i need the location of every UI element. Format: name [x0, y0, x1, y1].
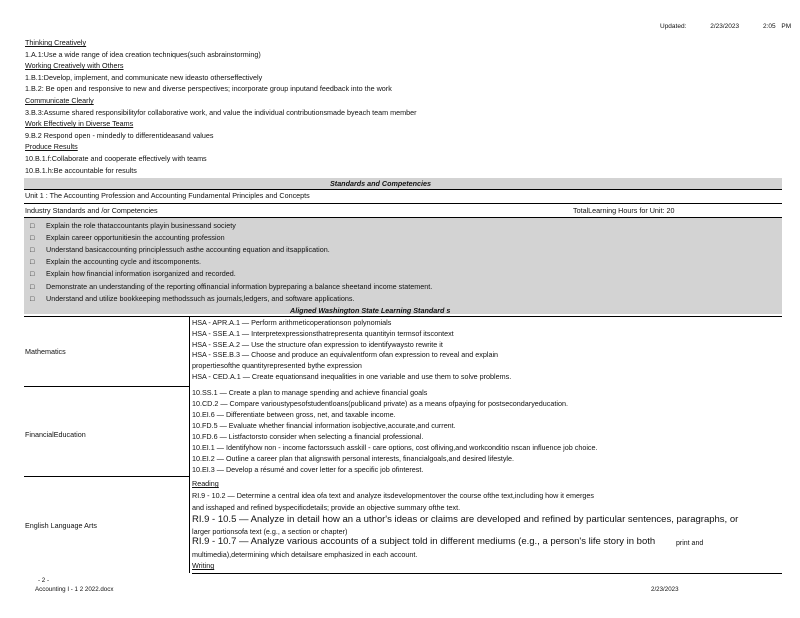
- subject-mathematics: Mathematics: [25, 347, 66, 356]
- competency-text: Understand and utilize bookkeeping methodssuch as journals,ledgers, and software applications.: [46, 293, 355, 303]
- skill-item: 1.B.2: Be open and responsive to new and diverse perspectives; incorporate group inputand feedback into the work: [25, 84, 392, 94]
- ela-standard: RI.9 - 10.2 — Determine a central idea ofa text and analyze itsdevelopmentover the course ofthe text,including how it emerges: [192, 491, 594, 500]
- updated-stamp: [660, 24, 800, 31]
- ela-section-heading: Writing: [192, 561, 215, 570]
- standards-heading: Standards and Competencies: [330, 179, 432, 188]
- unit-title: Unit 1 : The Accounting Profession and Accounting Fundamental Principles and Concepts: [25, 191, 310, 200]
- updated-date: 2/23/2023: [710, 23, 740, 30]
- skill-item: 10.B.1.h:Be accountable for results: [25, 165, 137, 175]
- divider: [24, 386, 189, 387]
- skill-item: 10.B.1.f:Collaborate and cooperate effectively with teams: [25, 154, 207, 163]
- subject-financial-education: FinancialEducation: [25, 430, 86, 439]
- divider: [192, 573, 782, 574]
- financial-standard: 10.FD.5 — Evaluate whether financial information isobjective,accurate,and current.: [192, 421, 456, 430]
- financial-standard: 10.CD.2 — Compare varioustypesofstudentloans(publicand private) as a means ofpaying for postsecondaryeducation.: [192, 399, 568, 408]
- aligned-standards-heading: Aligned Washington State Learning Standard s: [290, 306, 451, 315]
- print-and-overlay: print and: [676, 540, 704, 547]
- competency-item: [30, 270, 236, 278]
- ela-standard: RI.9 - 10.7 — Analyze various accounts of a subject told in different mediums (e.g., a person's life story in both: [192, 536, 656, 547]
- competency-text: Explain the accounting cycle and itscomponents.: [46, 257, 202, 267]
- math-standard: HSA - SSE.A.2 — Use the structure ofan expression to identifywaysto rewrite it: [192, 339, 443, 349]
- updated-label: Updated:: [660, 23, 687, 30]
- math-standard: HSA - APR.A.1 — Perform arithmeticoperationson polynomials: [192, 318, 392, 327]
- ela-section-heading: Reading: [192, 479, 219, 488]
- industry-standards-label: Industry Standards and /or Competencies: [25, 206, 158, 215]
- square-bullet-icon: □: [30, 245, 35, 255]
- competency-text: Demonstrate an understanding of the reporting offinancial information bypreparing a balance sheetand income statement.: [46, 281, 433, 291]
- skill-item: 1.A.1:Use a wide range of idea creation techniques(such asbrainstorming): [25, 49, 261, 59]
- square-bullet-icon: □: [30, 269, 35, 279]
- subject-english-language-arts: English Language Arts: [25, 521, 97, 530]
- competency-text: Explain how financial information isorganized and recorded.: [46, 269, 236, 279]
- square-bullet-icon: □: [30, 233, 35, 243]
- competency-item: [30, 234, 225, 242]
- column-divider: [189, 316, 190, 573]
- competency-item: [30, 283, 432, 291]
- updated-ampm: PM: [781, 23, 792, 30]
- competency-item: [30, 258, 201, 266]
- updated-time: 2:05: [762, 23, 776, 30]
- square-bullet-icon: □: [30, 257, 35, 267]
- skill-item: 1.B.1:Develop, implement, and communicate new ideasto otherseffectively: [25, 72, 263, 82]
- ela-standard: and isshaped and refined byspecificdetails; provide an objective summary ofthe text.: [192, 503, 461, 512]
- divider: [24, 476, 189, 477]
- math-standard: HSA - SSE.A.1 — Interpretexpressionsthatrepresenta quantityin termsof itscontext: [192, 328, 454, 338]
- competency-text: Explain career opportunitiesin the accounting profession: [46, 233, 225, 243]
- ela-standard: multimedia),determining which detailsare emphasized in each account.: [192, 550, 418, 559]
- divider: [24, 189, 782, 190]
- financial-standard: 10.SS.1 — Create a plan to manage spending and achieve financial goals: [192, 388, 428, 397]
- page-number: - 2 -: [38, 577, 50, 584]
- divider: [24, 203, 782, 204]
- math-standard: propertiesofthe quantityrepresented bythe expression: [192, 361, 362, 371]
- footer-date: 2/23/2023: [651, 586, 679, 593]
- skill-category-heading: Work Effectively in Diverse Teams: [25, 119, 134, 129]
- square-bullet-icon: □: [30, 293, 35, 303]
- skill-category-heading: Working Creatively with Others: [25, 61, 124, 71]
- skill-item: 9.B.2 Respond open - mindedly to differentideasand values: [25, 130, 214, 140]
- ela-standard: larger portionsofa text (e.g., a section or chapter): [192, 527, 348, 536]
- total-learning-hours: TotalLearning Hours for Unit: 20: [573, 206, 675, 215]
- skill-item: 3.B.3:Assume shared responsibilityfor collaborative work, and value the individual contributionsmade byeach team member: [25, 107, 417, 117]
- financial-standard: 10.EI.3 — Develop a résumé and cover letter for a specific job ofinterest.: [192, 465, 424, 474]
- skill-category-heading: Produce Results: [25, 142, 78, 152]
- square-bullet-icon: □: [30, 281, 35, 291]
- competency-item: [30, 246, 330, 254]
- financial-standard: 10.FD.6 — Listfactorsto consider when selecting a financial professional.: [192, 432, 424, 441]
- financial-standard: 10.EI.1 — Identifyhow non - income factorssuch asskill - care options, cost ofliving,and workconditio nscan influence job choice.: [192, 443, 598, 452]
- skill-category-heading: Thinking Creatively: [25, 38, 87, 47]
- file-name: Accounting I - 1 2 2022.docx: [35, 586, 114, 593]
- ela-standard: RI.9 - 10.5 — Analyze in detail how an a uthor's ideas or claims are developed and refined by particular sentences, paragraphs, or: [192, 514, 739, 525]
- competency-text: Understand basicaccounting principlessuch asthe accounting equation and itsapplication.: [46, 245, 330, 255]
- square-bullet-icon: □: [30, 221, 35, 230]
- divider: [24, 316, 782, 317]
- skill-category-heading: Communicate Clearly: [25, 96, 94, 105]
- competency-item: [30, 222, 236, 230]
- financial-standard: 10.EI.2 — Outline a career plan that alignswith personal interests, financialgoals,and desired lifestyle.: [192, 454, 515, 463]
- math-standard: HSA - CED.A.1 — Create equationsand inequalities in one variable and use them to solve problems.: [192, 372, 512, 381]
- math-standard: HSA - SSE.B.3 — Choose and produce an equivalentform ofan expression to reveal and explain: [192, 350, 499, 360]
- competency-item: [30, 295, 354, 303]
- financial-standard: 10.EI.6 — Differentiate between gross, net, and taxable income.: [192, 410, 396, 419]
- competency-text: Explain the role thataccountants playin businessand society: [46, 221, 236, 230]
